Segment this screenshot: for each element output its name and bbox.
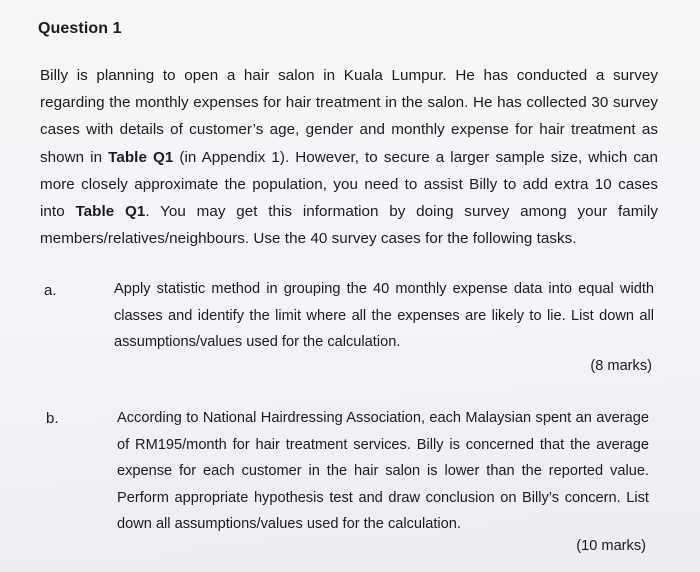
item-a-label: a. [44, 282, 57, 299]
intro-text-2: (in Appendix 1). However, to secure a larger sample size, which can more closely approximate the population, you need to assist Billy to add extra 10 cases into [40, 148, 658, 221]
table-reference-2: Table Q1 [75, 203, 146, 221]
question-title: Question 1 [38, 20, 122, 37]
question-intro [40, 62, 658, 252]
intro-text-1: Billy is planning to open a hair salon in Kuala Lumpur. He has conducted a survey regarding the monthly expenses for hair treatment in the salon. He has collected 30 survey cases with details of customer’s age, gender and monthly expense for hair treatment as shown in [40, 67, 658, 166]
item-b-marks: (10 marks) [576, 538, 646, 554]
item-a-text: Apply statistic method in grouping the 40 monthly expense data into equal width classes and identify the limit where all the expenses are likely to lie. List down all assumptions/values used for the calculation. [114, 281, 654, 350]
table-reference-1: Table Q1 [108, 148, 174, 166]
item-b-label: b. [46, 410, 59, 427]
item-a-marks: (8 marks) [590, 358, 652, 374]
item-b-text: According to National Hairdressing Association, each Malaysian spent an average of RM195/month for hair treatment services. Billy is concerned that the average expense for each customer in the hair salon is lower than the reported value. Perform appropriate hypothesis test and draw conclusion on Billy’s concern. List down all assumptions/values used for the calculation. [117, 410, 649, 532]
intro-text-3: . You may get this information by doing survey among your family members/relatives/neighbours. Use the 40 survey cases for the following tasks. [40, 203, 658, 248]
